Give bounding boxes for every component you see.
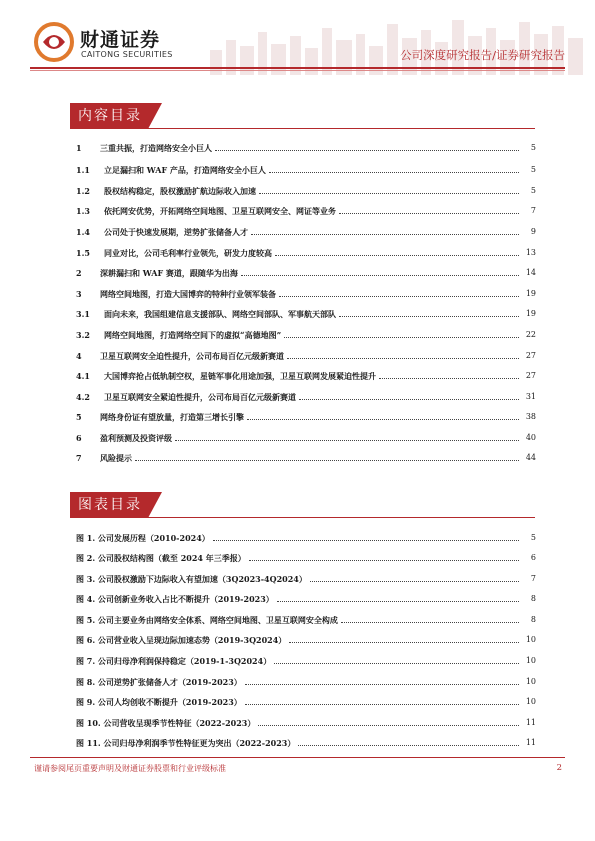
toc-entry-page: 27 xyxy=(525,351,536,360)
toc-dot-leader xyxy=(279,296,519,297)
figure-entry-title: 图 10. 公司营收呈现季节性特征（2022-2023） xyxy=(76,718,256,728)
page-number: 2 xyxy=(556,763,562,773)
figure-entry[interactable] xyxy=(76,694,536,708)
toc-entry-number: 2 xyxy=(76,268,82,278)
toc-entry-title: 风险提示 xyxy=(100,453,132,463)
toc-entry-title: 盈利预测及投资评级 xyxy=(100,433,172,443)
toc-entry-page: 22 xyxy=(525,330,536,339)
toc-entry-page: 5 xyxy=(530,186,536,195)
figures-title: 图表目录 xyxy=(70,492,148,518)
logo-english-text: CAITONG SECURITIES xyxy=(81,50,173,59)
toc-entry[interactable] xyxy=(76,327,536,341)
toc-dot-leader xyxy=(259,193,519,194)
figure-entry-page: 8 xyxy=(530,594,536,603)
figure-entry-title: 图 1. 公司发展历程（2010-2024） xyxy=(76,533,210,543)
toc-title: 内容目录 xyxy=(70,103,148,129)
toc-entry-page: 13 xyxy=(525,248,536,257)
figure-entry[interactable] xyxy=(76,674,536,688)
figure-entry-title: 图 6. 公司营业收入呈现边际加速态势（2019-3Q2024） xyxy=(76,635,287,645)
toc-entry-title: 网络空间地图，打造网络空间下的虚拟“高德地图” xyxy=(104,330,282,340)
figure-entry[interactable] xyxy=(76,715,536,729)
logo-chinese-text: 财通证券 xyxy=(80,29,161,51)
toc-entry-title: 立足漏扫和 WAF 产品，打造网络安全小巨人 xyxy=(104,165,266,175)
header-divider xyxy=(30,67,565,69)
figure-entry[interactable] xyxy=(76,591,536,605)
toc-entry-title: 大国博弈抢占低轨制空权，星链军事化用途加强，卫星互联网发展紧迫性提升 xyxy=(104,371,376,381)
toc-title-tab-tail xyxy=(148,103,162,129)
toc-entry-page: 7 xyxy=(530,206,536,215)
toc-entry-number: 1.1 xyxy=(76,165,90,175)
toc-dot-leader xyxy=(275,255,519,256)
city-skyline-decoration xyxy=(200,10,595,75)
figure-entry-title: 图 4. 公司创新业务收入占比不断提升（2019-2023） xyxy=(76,594,274,604)
toc-entry-number: 1.5 xyxy=(76,248,90,258)
company-logo xyxy=(34,22,174,66)
toc-entry-number: 6 xyxy=(76,433,82,443)
toc-entry-page: 27 xyxy=(525,371,536,380)
toc-dot-leader xyxy=(284,337,519,338)
toc-entry-title: 深耕漏扫和 WAF 赛道，跟随华为出海 xyxy=(100,268,238,278)
toc-dot-leader xyxy=(287,358,519,359)
toc-dot-leader xyxy=(251,234,519,235)
figures-title-tab-tail xyxy=(148,492,162,518)
figure-entry[interactable] xyxy=(76,571,536,585)
figure-dot-leader xyxy=(245,704,519,705)
figure-dot-leader xyxy=(249,560,519,561)
figure-entry-page: 8 xyxy=(530,615,536,624)
figure-dot-leader xyxy=(310,581,519,582)
toc-entry-title: 卫星互联网安全迫性提升，公司布局百亿元级新赛道 xyxy=(100,351,284,361)
toc-entry-page: 5 xyxy=(530,143,536,152)
page-header xyxy=(0,0,595,80)
toc-entry[interactable] xyxy=(76,203,536,217)
toc-entry[interactable] xyxy=(76,430,536,444)
toc-entry-number: 4.1 xyxy=(76,371,90,381)
toc-entry[interactable] xyxy=(76,286,536,300)
figure-dot-leader xyxy=(274,663,519,664)
figure-entry-page: 10 xyxy=(525,677,536,686)
figure-entry[interactable] xyxy=(76,653,536,667)
figure-entry-page: 10 xyxy=(525,635,536,644)
toc-entry[interactable] xyxy=(76,348,536,362)
toc-entry-title: 同业对比，公司毛利率行业领先，研发力度较高 xyxy=(104,248,272,258)
toc-entry-title: 网络空间地图，打造大国博弈的特种行业领军装备 xyxy=(100,289,276,299)
figure-dot-leader xyxy=(289,642,519,643)
toc-dot-leader xyxy=(135,460,519,461)
caitong-logo-icon xyxy=(34,22,74,62)
figure-entry-title: 图 9. 公司人均创收不断提升（2019-2023） xyxy=(76,697,242,707)
toc-entry-page: 44 xyxy=(525,453,536,462)
toc-entry-number: 1 xyxy=(76,143,82,153)
figure-entry-title: 图 11. 公司归母净利润季节性特征更为突出（2022-2023） xyxy=(76,738,296,748)
figure-entry-title: 图 7. 公司归母净利润保持稳定（2019-1-3Q2024） xyxy=(76,656,272,666)
figure-entry-page: 5 xyxy=(530,533,536,542)
toc-section-title xyxy=(70,103,535,129)
figure-dot-leader xyxy=(341,622,519,623)
figure-entry-page: 11 xyxy=(525,718,536,727)
toc-entry[interactable] xyxy=(76,306,536,320)
toc-entry-title: 股权结构稳定，股权激励扩航边际收入加速 xyxy=(104,186,256,196)
toc-dot-leader xyxy=(379,378,519,379)
toc-entry[interactable] xyxy=(76,224,536,238)
figure-entry-title: 图 2. 公司股权结构图（截至 2024 年三季报） xyxy=(76,553,246,563)
toc-dot-leader xyxy=(247,419,519,420)
toc-entry[interactable] xyxy=(76,389,536,403)
figure-entry-title: 图 5. 公司主要业务由网络安全体系、网络空间地图、卫星互联网安全构成 xyxy=(76,615,338,625)
toc-entry-title: 卫星互联网安全紧迫性提升，公司布局百亿元级新赛道 xyxy=(104,392,296,402)
figures-section-title xyxy=(70,492,535,518)
figure-entry[interactable] xyxy=(76,632,536,646)
figure-entry[interactable] xyxy=(76,550,536,564)
footer-disclaimer: 谨请参阅尾页重要声明及财通证券股票和行业评级标准 xyxy=(34,764,226,773)
toc-dot-leader xyxy=(241,275,519,276)
toc-entry-number: 3 xyxy=(76,289,82,299)
toc-entry-page: 31 xyxy=(525,392,536,401)
toc-entry-number: 3.1 xyxy=(76,309,90,319)
toc-entry-page: 19 xyxy=(525,309,536,318)
figure-entry-title: 图 3. 公司股权激励下边际收入有望加速（3Q2023-4Q2024） xyxy=(76,574,307,584)
toc-entry-number: 7 xyxy=(76,453,82,463)
toc-dot-leader xyxy=(339,213,519,214)
toc-entry[interactable] xyxy=(76,183,536,197)
toc-entry-page: 9 xyxy=(530,227,536,236)
figure-entry[interactable] xyxy=(76,612,536,626)
toc-entry-number: 5 xyxy=(76,412,82,422)
toc-entry-number: 1.4 xyxy=(76,227,90,237)
toc-entry-title: 面向未来，我国组建信息支援部队、网络空间部队、军事航天部队 xyxy=(104,309,336,319)
toc-entry[interactable] xyxy=(76,245,536,259)
figure-entry[interactable] xyxy=(76,530,536,544)
toc-entry-number: 4 xyxy=(76,351,82,361)
figure-dot-leader xyxy=(277,601,519,602)
toc-entry-number: 1.3 xyxy=(76,206,90,216)
toc-entry-number: 3.2 xyxy=(76,330,90,340)
toc-entry-page: 5 xyxy=(530,165,536,174)
header-divider-thin xyxy=(30,70,565,71)
toc-dot-leader xyxy=(269,172,519,173)
figure-dot-leader xyxy=(213,540,519,541)
report-type-label: 公司深度研究报告/证券研究报告 xyxy=(400,48,565,62)
toc-entry-number: 1.2 xyxy=(76,186,90,196)
toc-dot-leader xyxy=(175,440,519,441)
toc-dot-leader xyxy=(299,399,519,400)
toc-dot-leader xyxy=(215,150,519,151)
figure-dot-leader xyxy=(258,725,519,726)
figure-dot-leader xyxy=(245,684,519,685)
toc-entry[interactable] xyxy=(76,409,536,423)
toc-entry[interactable] xyxy=(76,162,536,176)
toc-entry-title: 公司处于快速发展期，逆势扩张储备人才 xyxy=(104,227,248,237)
figure-entry-page: 11 xyxy=(525,738,536,747)
figure-entry-page: 7 xyxy=(530,574,536,583)
toc-entry[interactable] xyxy=(76,450,536,464)
figure-entry[interactable] xyxy=(76,735,536,749)
toc-entry-title: 网络身份证有望放量，打造第三增长引擎 xyxy=(100,412,244,422)
toc-entry-title: 三重共振，打造网络安全小巨人 xyxy=(100,143,212,153)
toc-entry[interactable] xyxy=(76,140,536,154)
figure-entry-page: 6 xyxy=(530,553,536,562)
toc-entry-page: 40 xyxy=(525,433,536,442)
toc-entry-page: 38 xyxy=(525,412,536,421)
toc-entry-page: 19 xyxy=(525,289,536,298)
toc-entry[interactable] xyxy=(76,265,536,279)
toc-dot-leader xyxy=(339,316,519,317)
footer-divider xyxy=(30,757,565,758)
figure-dot-leader xyxy=(298,745,519,746)
toc-entry-title: 依托网安优势，开拓网络空间地图、卫星互联网安全、网证等业务 xyxy=(104,206,336,216)
figure-entry-page: 10 xyxy=(525,697,536,706)
figure-entry-title: 图 8. 公司逆势扩张储备人才（2019-2023） xyxy=(76,677,242,687)
toc-entry[interactable] xyxy=(76,368,536,382)
figure-entry-page: 10 xyxy=(525,656,536,665)
toc-entry-page: 14 xyxy=(525,268,536,277)
toc-entry-number: 4.2 xyxy=(76,392,90,402)
